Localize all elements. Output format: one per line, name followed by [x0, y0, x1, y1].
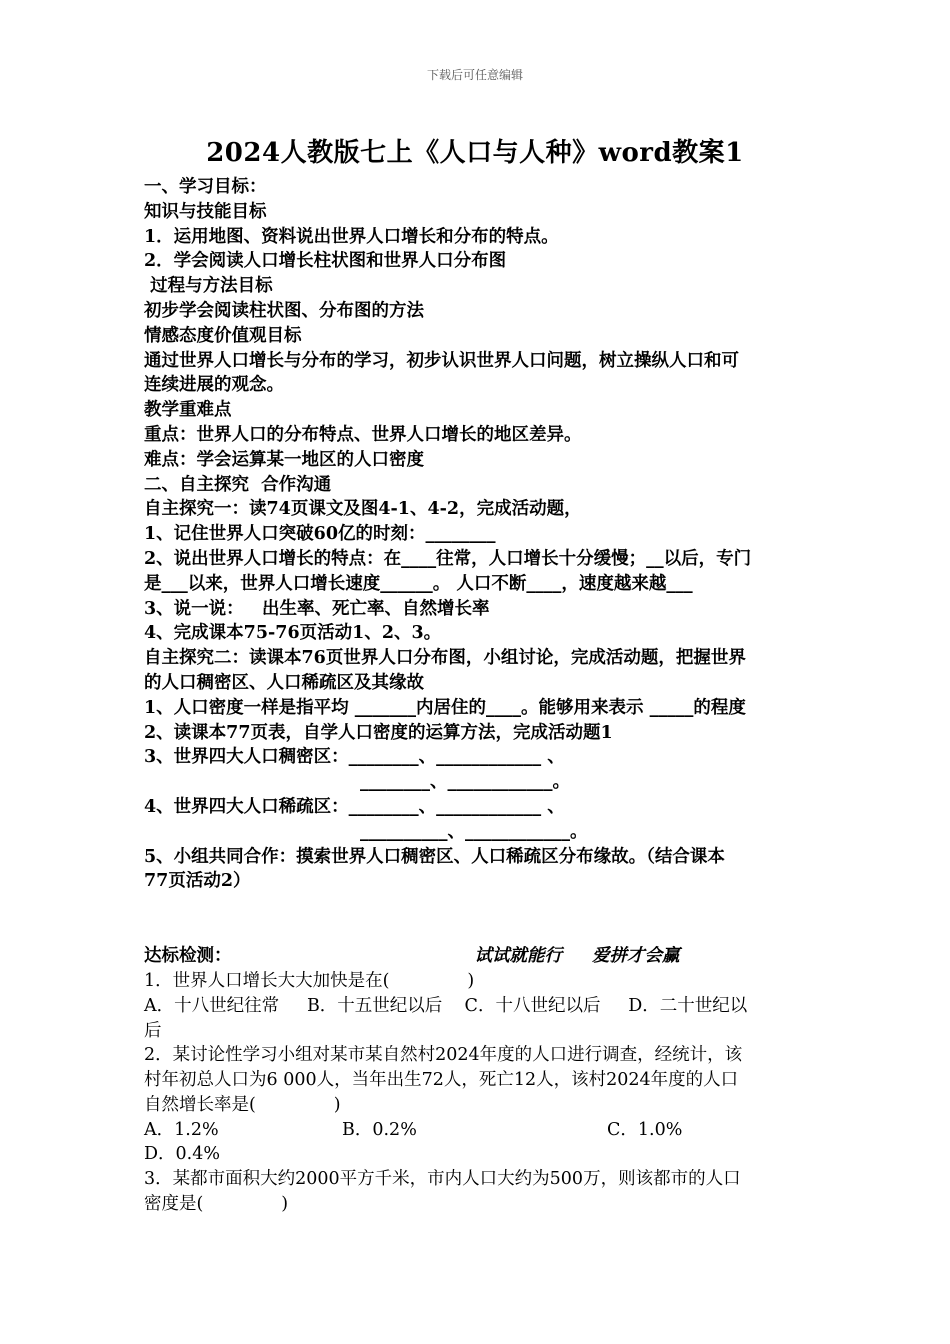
option-b: B．0.2% — [342, 1119, 417, 1140]
question-2-cont: 自然增长率是( ) — [144, 1094, 341, 1115]
option-d: D．0.4% — [144, 1144, 220, 1165]
paragraph: 2、说出世界人口增长的特点：在____往常，人口增长十分缓慢；__以后，专门 — [144, 548, 752, 569]
paragraph: 2．学会阅读人口增长柱状图和世界人口分布图 — [144, 251, 507, 272]
motto-1: 试试就能行 — [474, 946, 562, 967]
question-2-options — [144, 1118, 814, 1143]
question-3-cont: 密度是( ) — [144, 1194, 289, 1215]
option-a: A．1.2% — [144, 1119, 219, 1140]
paragraph: 自主探究二：读课本76页世界人口分布图，小组讨论，完成活动题，把握世界 — [144, 648, 746, 669]
question-1-options: A．十八世纪往常 B．十五世纪以后 C．十八世纪以后 D．二十世纪以 — [144, 995, 748, 1016]
test-heading-row — [144, 944, 814, 969]
section-heading: 二、自主探究 合作沟通 — [144, 474, 332, 495]
paragraph: 2、读课本77页表，自学人口密度的运算方法，完成活动题1 — [144, 722, 613, 743]
question-1-options-cont: 后 — [144, 1020, 162, 1041]
paragraph: 3、说一说： 出生率、死亡率、自然增长率 — [144, 598, 490, 619]
paragraph: 自主探究一：读74页课文及图4-1、4-2，完成活动题， — [144, 499, 582, 520]
paragraph: 初步学会阅读柱状图、分布图的方法 — [144, 300, 424, 321]
paragraph: 77页活动2） — [144, 871, 251, 892]
subheading: 教学重难点 — [144, 400, 232, 421]
question-3: 3．某都市面积大约2000平方千米，市内人口大约为500万，则该都市的人口 — [144, 1169, 741, 1190]
subheading: 知识与技能目标 — [144, 201, 267, 222]
question-2: 2．某讨论性学习小组对某市某自然村2024年度的人口进行调查，经统计，该 — [144, 1045, 743, 1066]
paragraph: 3、世界四大人口稠密区：________、____________ 、 — [144, 747, 565, 768]
paragraph: 通过世界人口增长与分布的学习，初步认识世界人口问题，树立操纵人口和可 — [144, 350, 739, 371]
paragraph: 4、完成课本75-76页活动1、2、3。 — [144, 623, 442, 644]
option-c: C．1.0% — [607, 1119, 683, 1140]
paragraph: 难点：学会运算某一地区的人口密度 — [144, 449, 424, 470]
document-body — [144, 175, 814, 1217]
subheading: 过程与方法目标 — [144, 276, 273, 297]
paragraph: __________、____________。 — [360, 821, 588, 842]
paragraph: 是___以来，世界人口增长速度______。 人口不断____，速度越来越___ — [144, 573, 693, 594]
paragraph: 5、小组共同合作：摸索世界人口稠密区、人口稀疏区分布缘故。（结合课本 — [144, 846, 725, 867]
paragraph: ________、____________。 — [360, 772, 570, 793]
test-label: 达标检测： — [144, 946, 232, 967]
paragraph: 的人口稠密区、人口稀疏区及其缘故 — [144, 672, 424, 693]
paragraph: 1．运用地图、资料说出世界人口增长和分布的特点。 — [144, 226, 559, 247]
paragraph: 连续进展的观念。 — [144, 375, 284, 396]
paragraph: 4、世界四大人口稀疏区：________、____________ 、 — [144, 796, 565, 817]
paragraph: 重点：世界人口的分布特点、世界人口增长的地区差异。 — [144, 424, 582, 445]
motto-2: 爱拼才会赢 — [592, 946, 680, 967]
section-heading: 一、学习目标： — [144, 177, 267, 197]
subheading: 情感态度价值观目标 — [144, 325, 302, 346]
paragraph: 1、记住世界人口突破60亿的时刻：________ — [144, 524, 496, 545]
question-2-cont: 村年初总人口为6 000人，当年出生72人，死亡12人，该村2024年度的人口 — [144, 1070, 739, 1091]
page-header: 下载后可任意编辑 — [426, 68, 523, 82]
document-title: 2024人教版七上《人口与人种》word教案1 — [206, 138, 744, 168]
question-1: 1．世界人口增长大大加快是在( ) — [144, 970, 475, 991]
paragraph: 1、人口密度一样是指平均 _______内居住的____。能够用来表示 _____的程度 — [144, 697, 746, 718]
